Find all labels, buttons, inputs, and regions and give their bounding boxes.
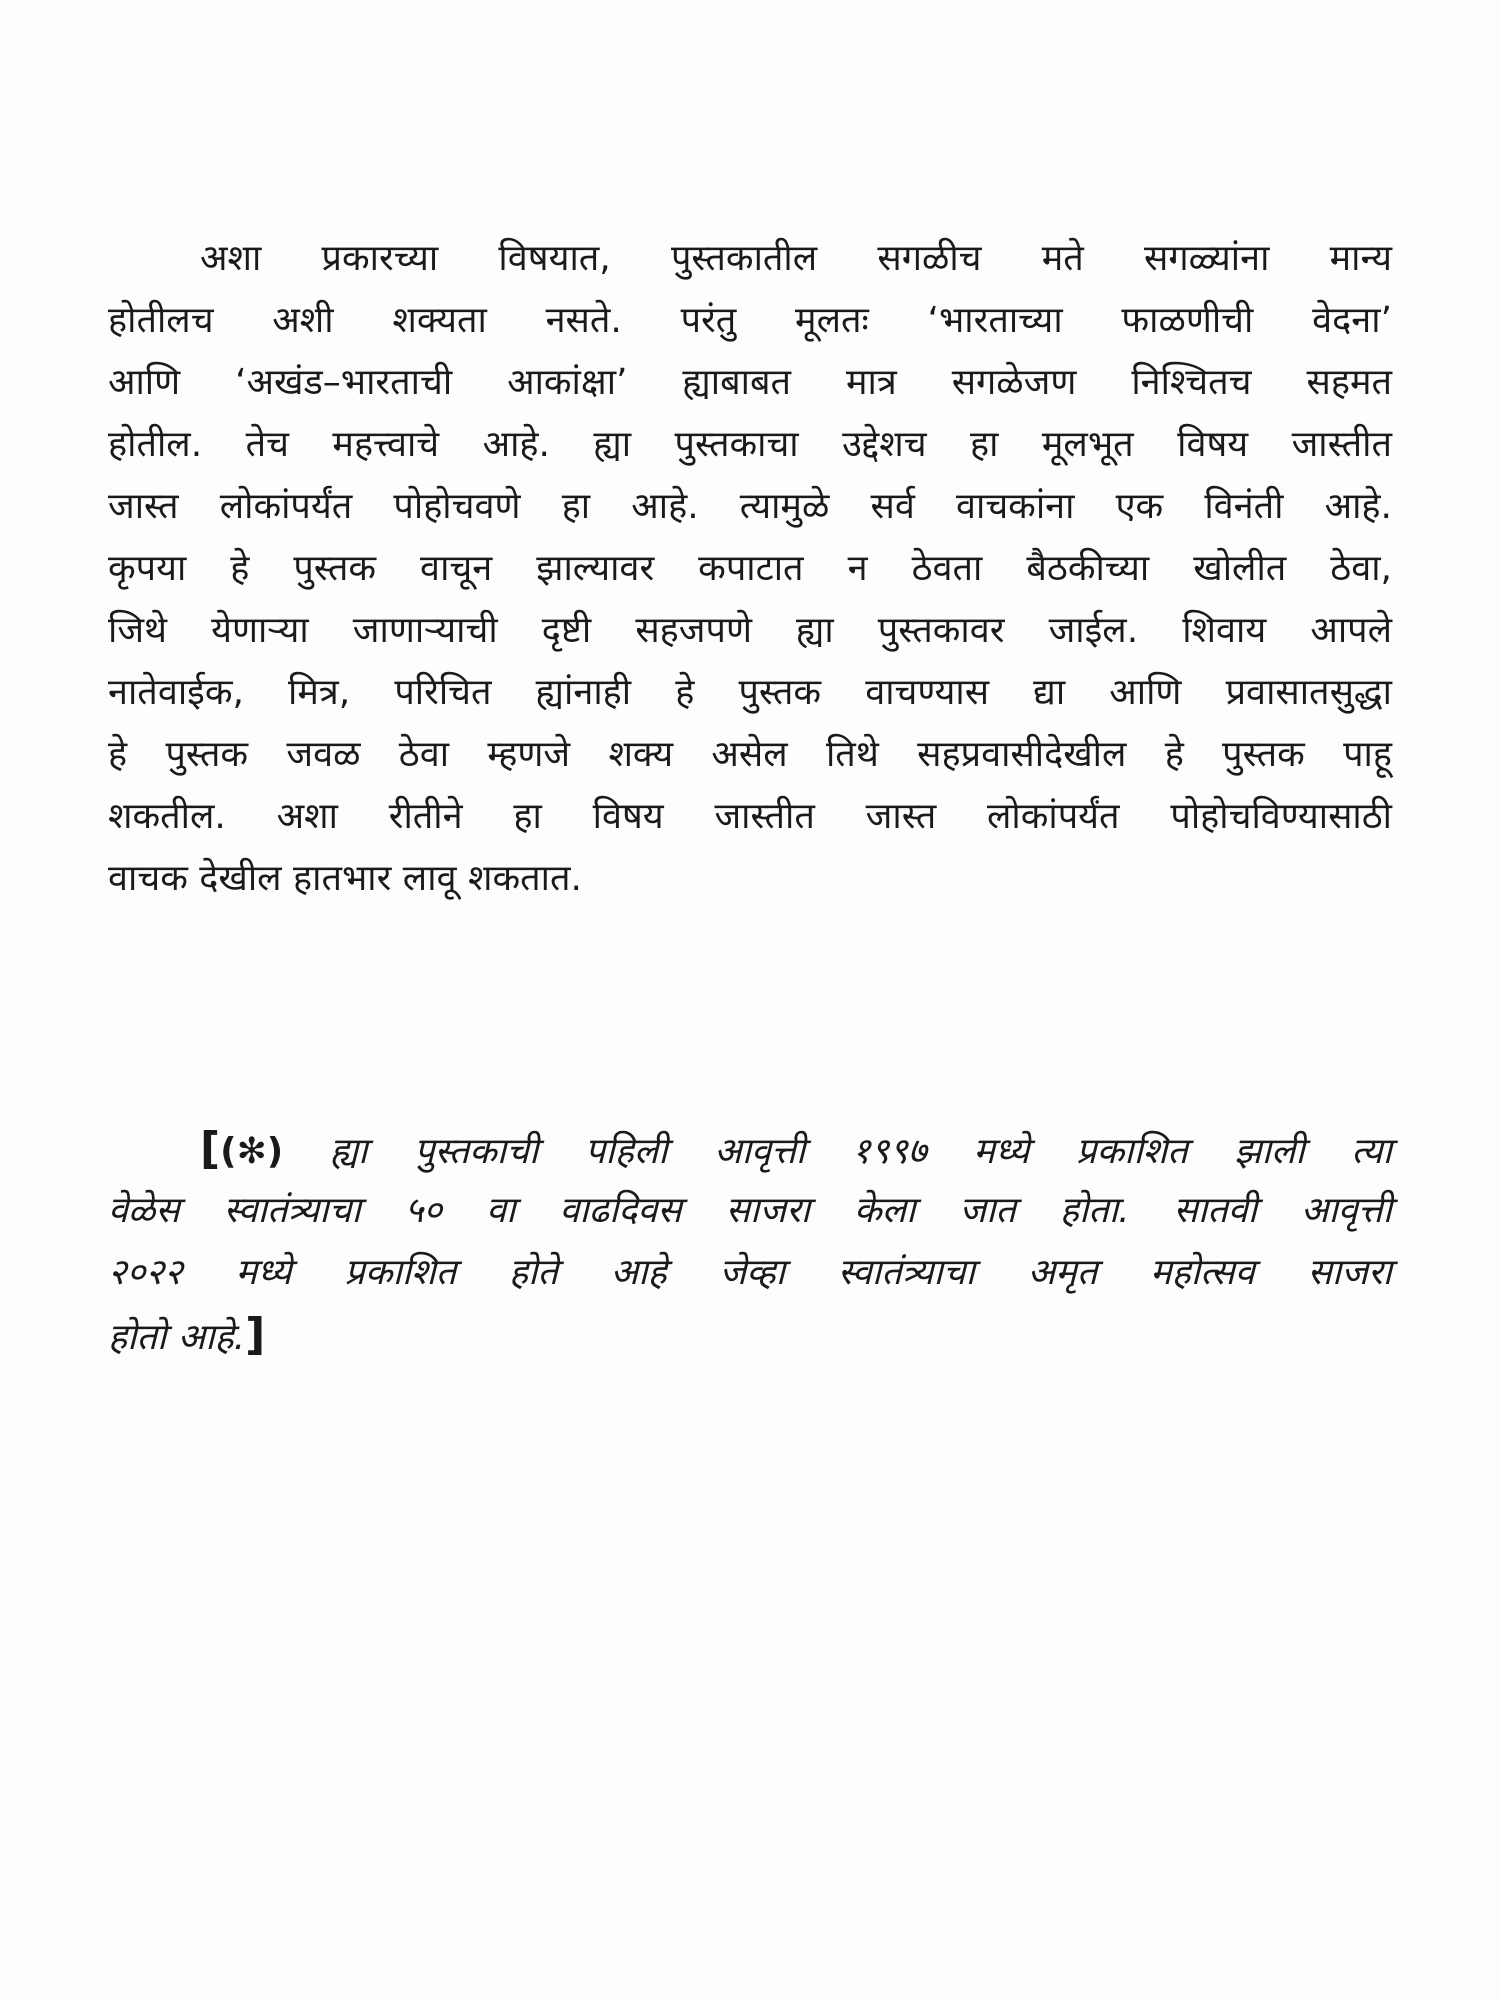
main-line-3: आणि ‘अखंड–भारताची आकांक्षा’ ह्याबाबत मात्र सगळेजण निश्चितच सहमत [108,362,1392,403]
main-line-2: होतीलच अशी शक्यता नसते. परंतु मूलतः ‘भारताच्या फाळणीची वेदना’ [108,300,1392,341]
main-line-1: अशा प्रकारच्या विषयात, पुस्तकातील सगळीच मते सगळ्यांना मान्य [200,238,1392,279]
main-line-6: कृपया हे पुस्तक वाचून झाल्यावर कपाटात न ठेवता बैठकीच्या खोलीत ठेवा, [108,548,1392,589]
note-line-4 [108,1304,1392,1366]
note-line-2: वेळेस स्वातंत्र्याचा ५० वा वाढदिवस साजरा केला जात होता. सातवी आवृत्ती [108,1190,1392,1231]
close-bracket: ] [245,1309,266,1360]
main-line-10: शकतील. अशा रीतीने हा विषय जास्तीत जास्त लोकांपर्यंत पोहोचविण्यासाठी [108,796,1392,837]
main-line-4: होतील. तेच महत्त्वाचे आहे. ह्या पुस्तकाचा उद्देशच हा मूलभूत विषय जास्तीत [108,424,1392,465]
main-line-9: हे पुस्तक जवळ ठेवा म्हणजे शक्य असेल तिथे सहप्रवासीदेखील हे पुस्तक पाहू [108,734,1392,775]
note-line-3: २०२२ मध्ये प्रकाशित होते आहे जेव्हा स्वातंत्र्याचा अमृत महोत्सव साजरा [108,1252,1392,1293]
asterisk-marker: (✻) [220,1131,284,1172]
main-line-8: नातेवाईक, मित्र, परिचित ह्यांनाही हे पुस्तक वाचण्यास द्या आणि प्रवासातसुद्धा [108,672,1392,713]
note-line-1-text: ह्या पुस्तकाची पहिली आवृत्ती १९९७ मध्ये प्रकाशित झाली त्या [329,1131,1392,1172]
note-line-4-text: होतो आहे. [108,1317,246,1358]
open-bracket: [ [200,1123,221,1174]
note-line-1 [108,1118,1392,1180]
main-line-11: वाचक देखील हातभार लावू शकतात. [108,858,582,899]
main-line-7: जिथे येणाऱ्या जाणाऱ्याची दृष्टी सहजपणे ह्या पुस्तकावर जाईल. शिवाय आपले [108,610,1392,651]
note-paragraph [108,1118,1392,1366]
main-paragraph [108,228,1392,910]
main-line-5: जास्त लोकांपर्यंत पोहोचवणे हा आहे. त्यामुळे सर्व वाचकांना एक विनंती आहे. [108,486,1392,527]
